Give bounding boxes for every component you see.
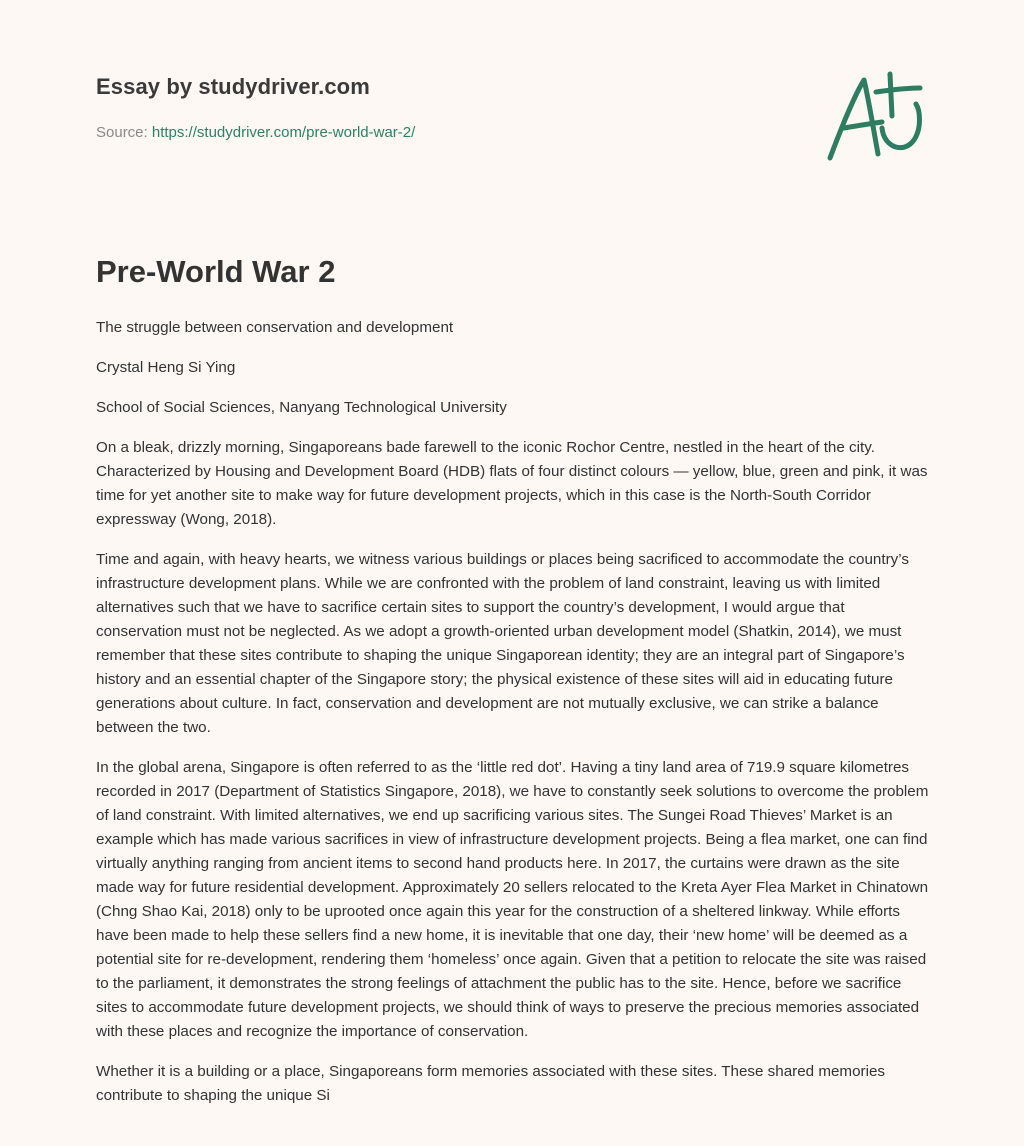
essay-paragraph-4: Whether it is a building or a place, Singaporeans form memories associated with these sites. These shared memories contribute to shaping the unique Si <box>96 1063 886 1104</box>
essay-paragraph-2: Time and again, with heavy hearts, we witness various buildings or places being sacrificed to accommodate the country’s infrastructure development plans. While we are confronted with the problem of land constraint, leaving us with limited alternatives such that we have to sacrifice certain sites to support the country’s development, I would argue that conservation must not be neglected. As we adopt a growth-oriented urban development model (Shatkin, 2014), we must remember that these sites contribute to shaping the unique Singaporean identity; they are an integral part of Singapore’s history and an essential chapter of the Singapore story; the physical existence of these sites will aid in educating future generations about culture. In fact, conservation and development are not mutually exclusive, we can strike a balance between the two. <box>96 551 909 736</box>
essay-header <box>96 74 926 141</box>
essay-affiliation: School of Social Sciences, Nanyang Technological University <box>96 399 507 416</box>
essay-subtitle: The struggle between conservation and development <box>96 319 454 336</box>
source-link[interactable]: https://studydriver.com/pre-world-war-2/ <box>151 124 416 141</box>
source-label: Source: <box>96 124 148 141</box>
essay-title: Pre-World War 2 <box>96 254 336 289</box>
essay-body <box>96 316 930 1124</box>
a-plus-logo-icon <box>820 66 930 166</box>
essay-author: Crystal Heng Si Ying <box>96 359 236 376</box>
essay-paragraph-3: In the global arena, Singapore is often referred to as the ‘little red dot’. Having a tiny land area of 719.9 square kilometres recorded in 2017 (Department of Statistics Singapore, 2018), we have to constantly seek solutions to overcome the problem of land constraint. With limited alternatives, we end up sacrificing various sites. The Sungei Road Thieves’ Market is an example which has made various sacrifices in view of infrastructure development projects. Being a flea market, one can find virtually anything ranging from ancient items to second hand products here. In 2017, the curtains were drawn as the site made way for future residential development. Approximately 20 sellers relocated to the Kreta Ayer Flea Market in Chinatown (Chng Shao Kai, 2018) only to be uprooted once again this year for the construction of a sheltered linkway. While efforts have been made to help these sellers find a new home, it is inevitable that one day, their ‘new home’ will be deemed as a potential site for re-development, rendering them ‘homeless’ once again. Given that a petition to relocate the site was raised to the parliament, it demonstrates the strong feelings of attachment the public has to the site. Hence, before we sacrifice sites to accommodate future development projects, we should think of ways to preserve the precious memories associated with these places and recognize the importance of conservation. <box>96 759 929 1040</box>
source-line <box>96 124 415 141</box>
site-brand: Essay by studydriver.com <box>96 74 370 99</box>
essay-paragraph-1: On a bleak, drizzly morning, Singaporeans bade farewell to the iconic Rochor Centre, nestled in the heart of the city. Characterized by Housing and Development Board (HDB) flats of four distinct colours — yellow, blue, green and pink, it was time for yet another site to make way for future development projects, which in this case is the North-South Corridor expressway (Wong, 2018). <box>96 439 928 528</box>
